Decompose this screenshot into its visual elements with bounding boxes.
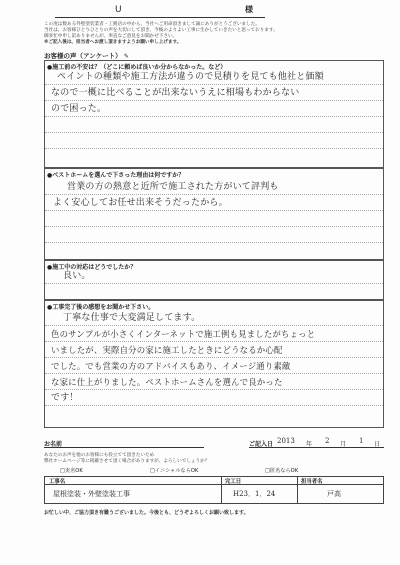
answer-rule — [45, 148, 383, 149]
intro-line: 御多忙中申し訳ありませんが、率直なご意見をお聞かせ下さい。 — [44, 34, 178, 39]
date-label: ご記入日 — [249, 441, 274, 448]
handwritten-answer-line: です！ — [51, 393, 79, 403]
table-cell-work-name: 屋根塗装・外壁塗装工事 — [53, 490, 130, 498]
question-label: ●施工前の不安は？（どこに頼めば良いか分からなかった。など） — [47, 64, 227, 71]
consent-line: 弊社ホームページ等に掲載させて頂く場合がありますが、よろしいでしょうか？ — [44, 459, 210, 464]
question-label: ●施工中の対応はどうでしたか？ — [47, 264, 137, 271]
answer-area — [45, 178, 383, 260]
date-day: 1 — [359, 437, 364, 445]
customer-initial: U — [115, 5, 122, 15]
month-unit: 月 — [340, 441, 347, 448]
handwritten-answer-line: いましたが、実際自分の家に施工したときにどうなるか心配 — [51, 345, 283, 355]
work-info-table — [44, 476, 384, 504]
customer-honorific: 様 — [245, 5, 253, 14]
handwritten-answer-line: よく安心してお任せ出来そうだったから。 — [53, 198, 228, 208]
date-month: 2 — [325, 437, 330, 445]
handwritten-answer-line: でした。でも営業の方のアドバイスもあり、イメージ通り素敵 — [51, 361, 291, 371]
date-underline — [249, 447, 384, 448]
question-label: ●工事完了後の感想をお聞かせ下さい。 — [47, 304, 155, 311]
question-box-1 — [44, 60, 384, 168]
handwritten-answer-line: 丁寧な仕事で大変満足してます。 — [63, 313, 201, 323]
intro-text — [44, 22, 384, 46]
intro-line: 当社は、お客様ひとりひとりの声を大切にして頂き、今後のよりよい工事に生かしていきたいと思っております。 — [44, 28, 278, 33]
intro-line: ※ご記入後は、担当者へお渡し頂きますようお願い申し上げます。 — [44, 40, 182, 45]
table-row — [45, 485, 383, 503]
question-box-2 — [44, 168, 384, 260]
table-header-work-name: 工事名 — [49, 479, 66, 485]
handwritten-answer-line: ので困った。 — [51, 104, 107, 114]
consent-options — [60, 467, 380, 475]
consent-option-anonymous[interactable]: □匿名ならOK — [265, 468, 299, 474]
answer-rule — [45, 405, 383, 406]
handwritten-answer-line: 色のサンプルが小さくインターネットで施工例も見ましたがちょっと — [51, 329, 316, 339]
customer-name-header — [55, 4, 265, 18]
handwritten-answer-line: な家に仕上がりました。ベストホームさんを選んで良かった — [51, 377, 283, 387]
pencil-icon: ✎ — [123, 53, 129, 60]
customer-name-underline — [55, 17, 265, 18]
handwritten-answer-line: 営業の方の熱意と近所で施工された方がいて評判も — [67, 182, 279, 192]
consent-line: あなたのお声を他のお客様にも役立てて頂きたいため — [44, 453, 155, 458]
question-label: ●ベストホームを選んで下さった理由は何ですか？ — [47, 172, 185, 179]
intro-line: この度は数ある外壁塗装業者・工務店の中から、当社へご用命頂きまして誠にありがとうございました。 — [44, 22, 260, 27]
date-year: 2013 — [277, 437, 295, 445]
answer-rule — [45, 283, 383, 284]
answer-rule — [45, 242, 383, 243]
day-unit: 日 — [374, 441, 381, 448]
answer-area — [45, 310, 383, 428]
question-box-4 — [44, 300, 384, 428]
handwritten-answer-line: ペイントの種類や施工方法が違うので見積りを見ても他社と価額 — [57, 72, 324, 82]
table-cell-completion-date: H23．1．24 — [233, 490, 276, 498]
question-box-3 — [44, 260, 384, 300]
survey-title-text: お客様の声（アンケート） — [44, 52, 122, 60]
consent-option-real-name[interactable]: □実名OK — [60, 468, 83, 474]
answer-rule — [45, 226, 383, 227]
consent-option-initials[interactable]: □イニシャルならOK — [150, 468, 199, 474]
answer-area — [45, 69, 383, 167]
table-cell-staff-name: 戸高 — [327, 490, 341, 498]
table-header-row — [45, 477, 383, 485]
year-unit: 年 — [306, 441, 313, 448]
answer-area — [45, 269, 383, 299]
name-underline — [44, 447, 204, 448]
table-header-staff-name: 担当者名 — [301, 479, 323, 485]
consent-text — [44, 453, 384, 465]
handwritten-answer-line: 良い。 — [63, 271, 91, 281]
handwritten-answer-line: なので一概に比べることが出来ないうえに相場もわからない — [51, 88, 300, 98]
name-date-row — [44, 432, 384, 448]
closing-message: お忙しい中、ご協力頂き有難うございました。今後とも、どうぞよろしくお願い致します。 — [44, 510, 249, 516]
table-header-completion-date: 完工日 — [225, 479, 242, 485]
name-label: お名前 — [44, 441, 63, 448]
answer-rule — [45, 132, 383, 133]
survey-title — [44, 51, 129, 60]
